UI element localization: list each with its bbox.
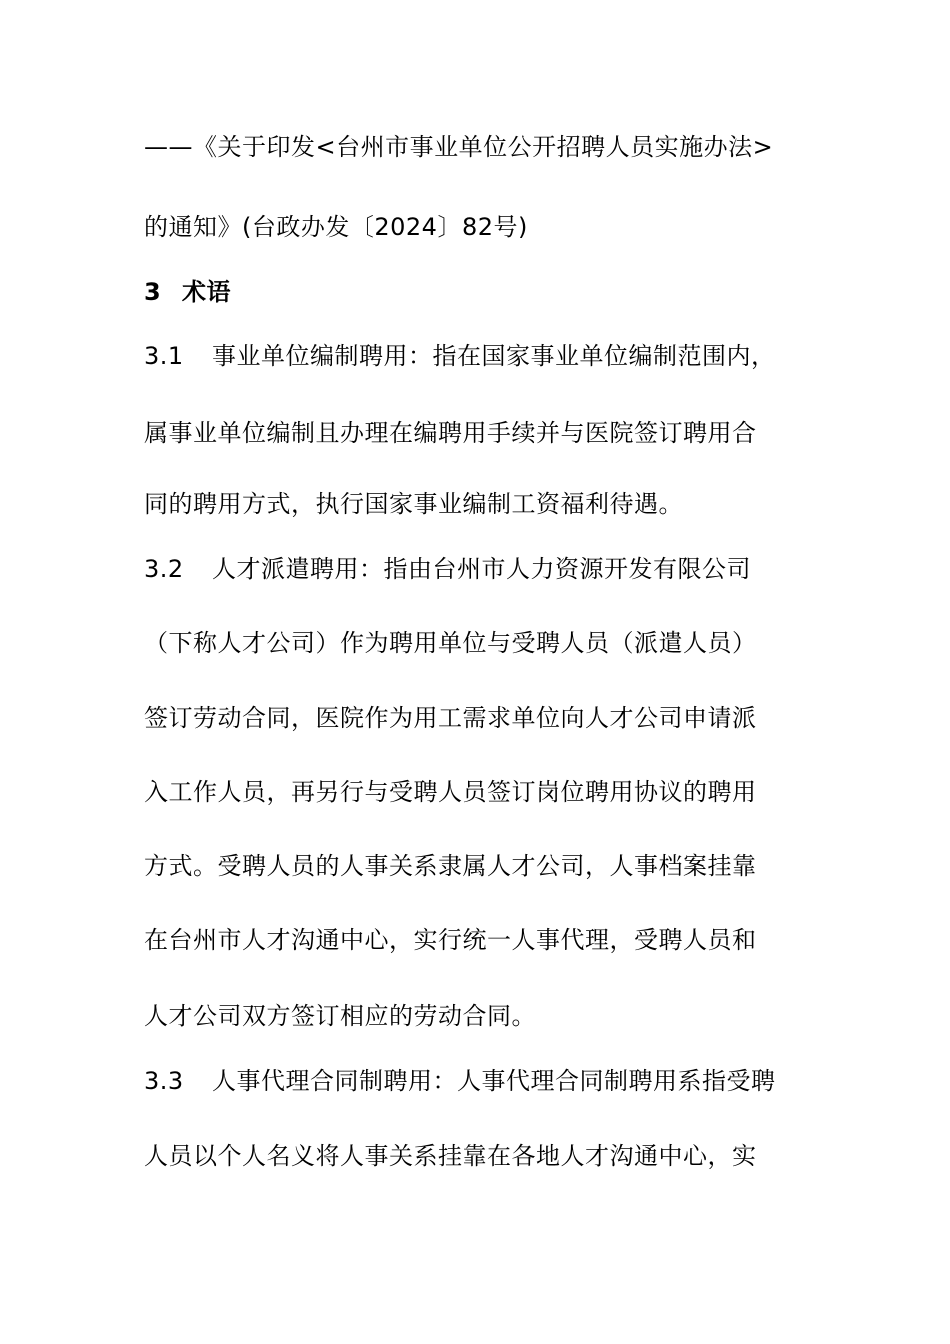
clause-3-1-line-2: 属事业单位编制且办理在编聘用手续并与医院签订聘用合: [144, 419, 757, 447]
clause-number: 3.1: [144, 342, 184, 370]
clause-3-2-line-4: 入工作人员，再另行与受聘人员签订岗位聘用协议的聘用: [144, 778, 757, 806]
clause-3-2-line-6: 在台州市人才沟通中心，实行统一人事代理，受聘人员和: [144, 926, 757, 954]
clause-3-3-line-2: 人员以个人名义将人事关系挂靠在各地人才沟通中心，实: [144, 1142, 757, 1170]
clause-3-2-line-3: 签订劳动合同，医院作为用工需求单位向人才公司申请派: [144, 704, 757, 732]
reference-line-2: 的通知》(台政办发〔2024〕82号): [144, 213, 528, 241]
clause-number: 3.2: [144, 555, 184, 583]
clause-text: 人才派遣聘用：指由台州市人力资源开发有限公司: [212, 555, 751, 583]
clause-3-2-line-5: 方式。受聘人员的人事关系隶属人才公司，人事档案挂靠: [144, 852, 757, 880]
clause-3-2-line-7: 人才公司双方签订相应的劳动合同。: [144, 1002, 536, 1030]
clause-text: 人事代理合同制聘用：人事代理合同制聘用系指受聘: [212, 1067, 776, 1095]
clause-3-1-line-3: 同的聘用方式，执行国家事业编制工资福利待遇。: [144, 490, 683, 518]
clause-3-3-line-1: [144, 1061, 844, 1101]
clause-text: 事业单位编制聘用：指在国家事业单位编制范围内，: [212, 342, 776, 370]
reference-line-1: ——《关于印发<台州市事业单位公开招聘人员实施办法>: [144, 133, 774, 161]
clause-3-2-line-2: （下称人才公司）作为聘用单位与受聘人员（派遣人员）: [144, 629, 757, 657]
section-heading: [144, 272, 844, 312]
clause-3-1-line-1: [144, 336, 844, 376]
section-number: 3: [144, 278, 162, 306]
clause-3-2-line-1: [144, 549, 844, 589]
section-title: 术语: [182, 278, 231, 306]
clause-number: 3.3: [144, 1067, 184, 1095]
